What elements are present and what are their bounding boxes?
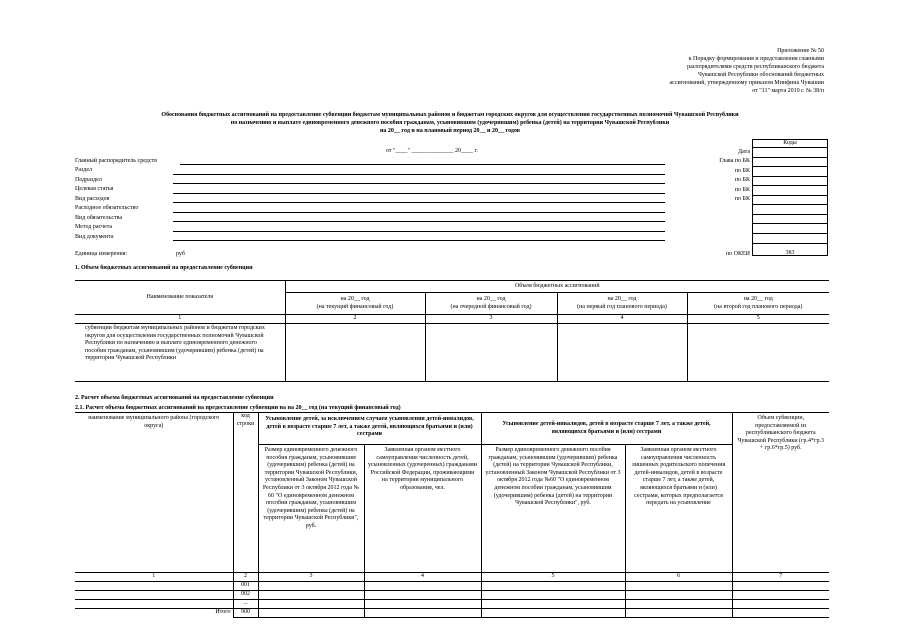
appendix-note: [564, 47, 824, 95]
s2-num-4: 4: [364, 573, 481, 582]
s1-num-3: 3: [425, 315, 557, 324]
s1-year-2-l2: (на очередной финансовый год): [450, 303, 532, 310]
s1-year-1-l2: (на текущий финансовый год): [316, 303, 394, 310]
s2-group-2: Усыновление детей-инвалидов, детей в возрасте старше 7 лет, а также детей, являющихся братьями и (или) сестрами: [481, 413, 732, 445]
s1-year-4-l1: на 20__ год: [743, 295, 773, 302]
s2-col-code: код строки: [233, 413, 258, 573]
appendix-line-5: ассигнований, утвержденному приказом Минфина Чувашии: [669, 80, 824, 86]
date-code-label: Дата: [738, 149, 750, 155]
s1-year-3: [557, 293, 687, 315]
okei-code: 383: [785, 250, 795, 256]
field-razdel: Раздел: [75, 167, 92, 173]
date-line: от "____" ______________ 20____ г.: [386, 148, 478, 154]
s2-num-1: 1: [75, 573, 233, 582]
section1-title: 1. Объем бюджетных ассигнований на предоставление субвенции: [75, 265, 253, 271]
s2-num-6: 6: [625, 573, 732, 582]
s1-year-4: [687, 293, 829, 315]
s1-cell[interactable]: [557, 324, 687, 382]
s2-cell[interactable]: [258, 591, 364, 600]
s2-total-cell[interactable]: [481, 609, 625, 618]
section2-title: 2. Расчет объема бюджетных ассигнований на предоставление субвенции: [75, 395, 274, 401]
field-vid-rashodov: Вид расходов: [75, 196, 110, 202]
s1-col-group: Объем бюджетных ассигнований: [285, 281, 829, 293]
vid-code-label: по БК: [734, 196, 750, 202]
field-obyazatelstvo: Расходное обязательство: [75, 205, 139, 211]
s1-year-3-l1: на 20__ год: [607, 295, 637, 302]
field-vid-dokumenta: Вид документа: [75, 234, 114, 240]
s2-cell[interactable]: [625, 582, 732, 591]
s2-sub-6: Заявленная органом местного самоуправления численность лишенных родительского попечения детей-инвалидов, детей в возрасте старше 7 лет, а также детей, являющихся братьями и (или) сестрами, которых предполагается передать на усыновление: [625, 445, 732, 573]
okei-label: по ОКЕИ: [725, 251, 750, 257]
s1-cell[interactable]: [425, 324, 557, 382]
s2-cell[interactable]: [481, 582, 625, 591]
s2-cell[interactable]: [732, 600, 829, 609]
s2-total-cell[interactable]: [364, 609, 481, 618]
appendix-line-4: Чувашской Республики обоснований бюджетных: [697, 72, 824, 78]
s2-num-7: 7: [732, 573, 829, 582]
title-line-1: Обоснования бюджетных ассигнований на предоставление субвенции бюджетам муниципальных районов и бюджетам городских округов для осуществления государственных полномочий Чувашской Республики: [161, 112, 739, 118]
s1-year-1: [285, 293, 425, 315]
s2-cell[interactable]: [258, 600, 364, 609]
s1-num-1: 1: [75, 315, 285, 324]
s2-row-code: 001: [233, 582, 258, 591]
s2-num-3: 3: [258, 573, 364, 582]
field-glavny: Главный распорядитель средств: [75, 158, 157, 164]
cel-code-label: по БК: [734, 187, 750, 193]
s2-region-cell[interactable]: [75, 600, 233, 609]
s2-cell[interactable]: [364, 600, 481, 609]
field-podrazdel: Подраздел: [75, 177, 102, 183]
podrazdel-code-label: по БК: [734, 177, 750, 183]
s2-sub-3: Размер единовременного денежного пособия гражданам, усыновившим (удочерившим) ребенка (детей) на территории Чувашской Республики, установленный Законом Чувашской Республики от 3 октября 2012 года № 60 "О единовременном денежном пособии гражданам, усыновившим (удочерившим) ребенка (детей) на территории Чувашской Республики", руб.: [258, 445, 364, 573]
s1-cell[interactable]: [285, 324, 425, 382]
s2-num-2: 2: [233, 573, 258, 582]
s1-year-3-l2: (на первый год планового периода): [577, 303, 667, 310]
s2-region-cell[interactable]: [75, 591, 233, 600]
s1-year-2: [425, 293, 557, 315]
s2-total-code: 900: [233, 609, 258, 618]
s2-sub-5: Размер единовременного денежного пособия гражданам, усыновившим (удочерившим) ребенка (детей) на территории Чувашской Республики, установленный Законом Чувашской Республики от 3 октября 2012 года №60 "О единовременном денежном пособии гражданам, усыновившим (удочерившим) ребенка (детей) на территории Чувашской Республики", руб.: [481, 445, 625, 573]
title-line-2: по назначению и выплате единовременного денежного пособия гражданам, усыновившим (удочерившим) ребенка (детей) на территории Чувашской Республики: [230, 120, 670, 126]
s2-cell[interactable]: [364, 582, 481, 591]
s2-region-cell[interactable]: [75, 582, 233, 591]
appendix-line-2: к Порядку формирования и представления главными: [688, 56, 824, 62]
s2-cell[interactable]: [364, 591, 481, 600]
s1-year-2-l1: на 20__ год: [476, 295, 506, 302]
appendix-line-6: от "11" марта 2019 г. № 38/п: [752, 88, 824, 94]
s2-cell[interactable]: [732, 582, 829, 591]
s2-row-code: 002: [233, 591, 258, 600]
s2-cell[interactable]: [258, 582, 364, 591]
s2-total-cell[interactable]: [258, 609, 364, 618]
s1-num-2: 2: [285, 315, 425, 324]
s2-cell[interactable]: [625, 600, 732, 609]
s2-cell[interactable]: [732, 591, 829, 600]
section2-table: [75, 412, 829, 618]
field-celevaya: Целевая статья: [75, 186, 114, 192]
glava-code-label: Глава по БК: [719, 158, 750, 164]
s1-num-4: 4: [557, 315, 687, 324]
razdel-code-label: по БК: [734, 168, 750, 174]
appendix-line-3: распорядителями средств республиканского бюджета: [687, 64, 824, 70]
unit-label: Единица измерения:: [75, 251, 128, 257]
s2-cell[interactable]: [625, 591, 732, 600]
field-vid-obyazatelstva: Вид обязательства: [75, 215, 123, 221]
s2-sub-4: Заявленная органом местного самоуправления численность детей, усыновленных (удочеренных) гражданами Российской Федерации, проживающими на территории муниципального образования, чел.: [364, 445, 481, 573]
s1-cell[interactable]: [687, 324, 829, 382]
unit-value: руб: [176, 251, 185, 257]
s1-num-5: 5: [687, 315, 829, 324]
document-title: [70, 111, 830, 135]
s1-year-4-l2: (на второй год планового периода): [714, 303, 803, 310]
s2-total-cell[interactable]: [625, 609, 732, 618]
s2-num-5: 5: [481, 573, 625, 582]
title-line-3: на 20__ год и на плановый период 20__ и 20__ годов: [379, 128, 521, 134]
codes-header: Коды: [783, 140, 797, 146]
section2-subtitle: 2.1. Расчет объема бюджетных ассигнований на предоставление субвенции на на 20__ год (на текущий финансовый год): [75, 405, 401, 411]
s2-row-code: ...: [233, 600, 258, 609]
s1-row-text: субвенции бюджетам муниципальных районов и бюджетам городских округов для осуществления государственных полномочий Чувашской Республики по назначению и выплате единовременного денежного пособия гражданам, усыновившим (удочерившим) ребенка (детей) на территории Чувашской Республики: [75, 324, 285, 382]
s1-year-1-l1: на 20__ год: [340, 295, 370, 302]
s1-col-name: Наименование показателя: [75, 281, 285, 315]
s2-cell[interactable]: [481, 600, 625, 609]
s2-total-cell[interactable]: [732, 609, 829, 618]
section1-table: [75, 280, 829, 382]
appendix-line-1: Приложение № 50: [777, 48, 824, 54]
s2-cell[interactable]: [481, 591, 625, 600]
s2-col-name: наименование муниципального района (городского округа): [75, 413, 233, 573]
field-metod: Метод расчета: [75, 224, 113, 230]
s2-group-1: Усыновление детей, за исключением случаев усыновления детей-инвалидов, детей в возрасте старше 7 лет, а также детей, являющихся братьями и (или) сестрами: [258, 413, 481, 445]
s2-total-label: Итого: [215, 609, 231, 615]
s2-col-total: Объем субвенции, предоставляемой из республиканского бюджета Чувашской Республики (гр.4*гр.3 + гр.6*гр.5) руб.: [732, 413, 829, 573]
